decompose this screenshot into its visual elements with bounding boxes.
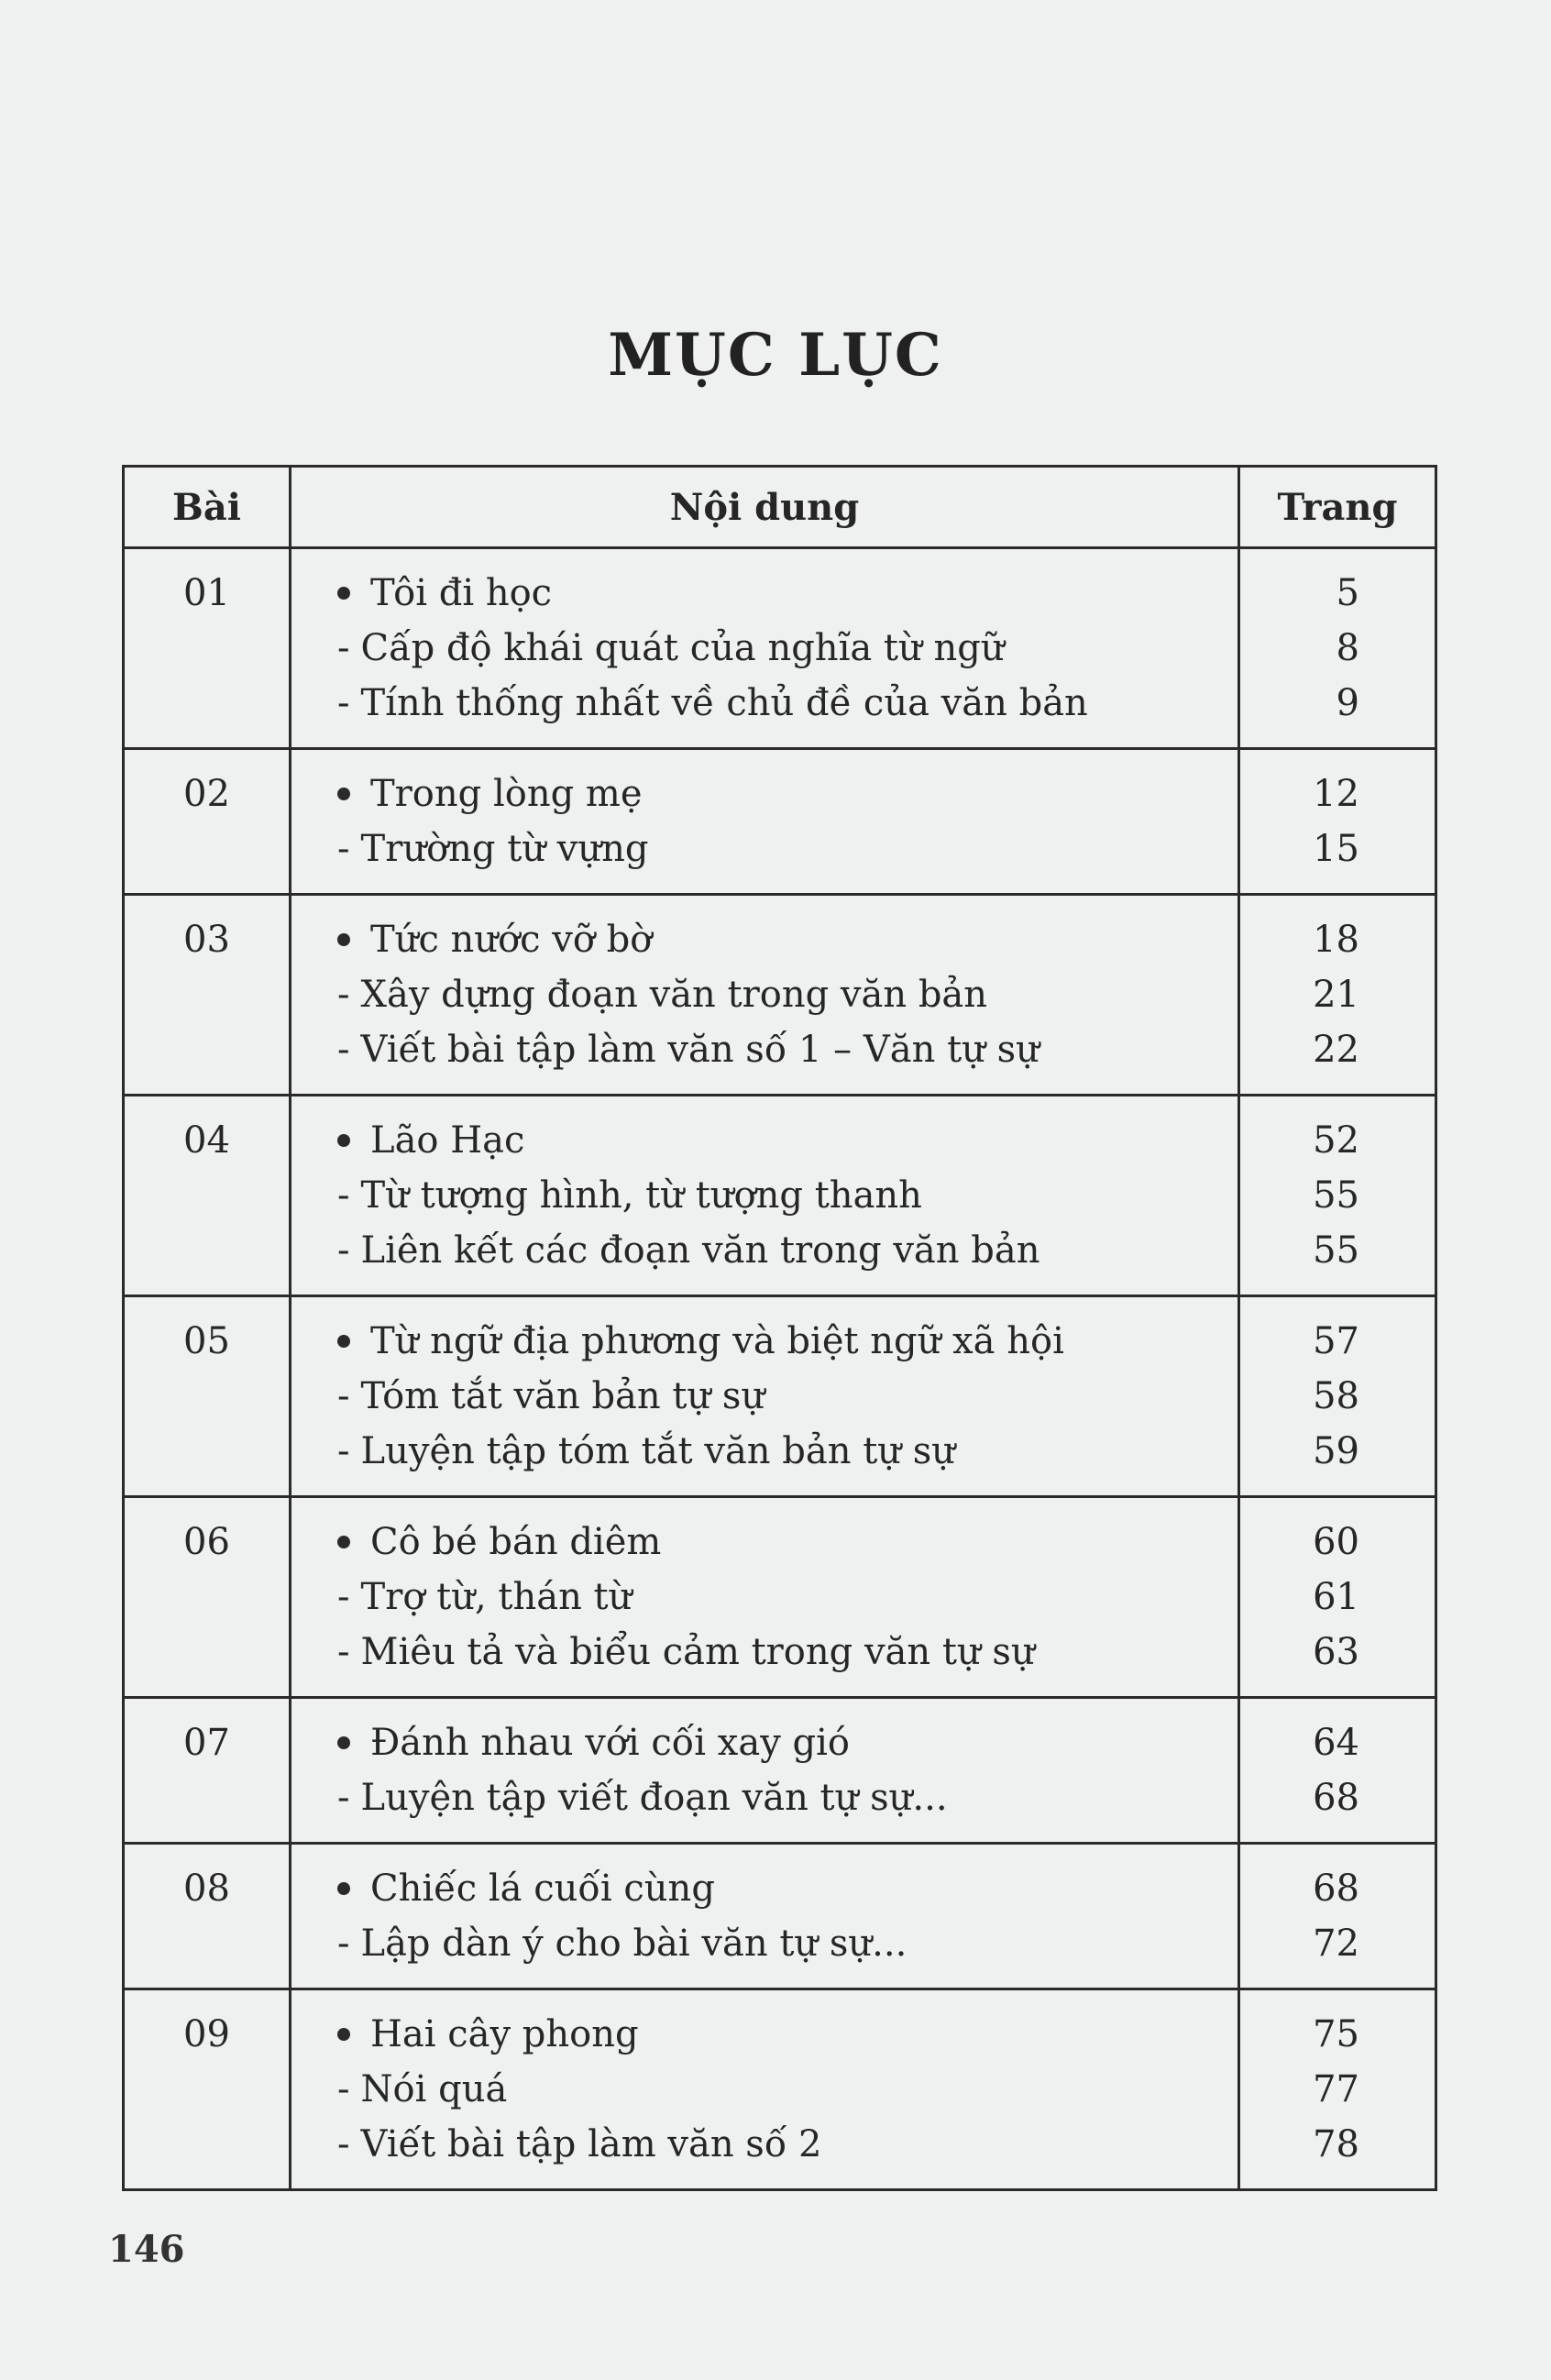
entry-page: 21 [1313, 974, 1359, 1016]
lesson-content [291, 895, 1239, 1096]
toc-entry [337, 1113, 1228, 1168]
dash-icon: - [337, 1229, 350, 1272]
entry-page: 58 [1313, 1375, 1359, 1417]
lesson-content [291, 1296, 1239, 1497]
bullet-icon [337, 1736, 350, 1749]
bullet-icon [337, 1882, 350, 1895]
entry-title: Hai cây phong [370, 2013, 639, 2055]
entry-title: Tính thống nhất về chủ đề của văn bản [360, 682, 1088, 724]
table-header-row [124, 467, 1436, 548]
entry-page: 60 [1313, 1521, 1359, 1563]
toc-entry [337, 1168, 1228, 1223]
entry-page: 63 [1313, 1631, 1359, 1673]
bullet-icon [337, 587, 350, 600]
lesson-pages [1239, 749, 1436, 895]
table-row [124, 749, 1436, 895]
dash-icon: - [337, 2123, 350, 2165]
lesson-number: 03 [124, 895, 291, 1096]
dash-icon: - [337, 1631, 350, 1673]
entry-page: 15 [1313, 828, 1359, 870]
lesson-number: 09 [124, 1989, 291, 2190]
dash-icon: - [337, 828, 350, 870]
entry-title: Từ ngữ địa phương và biệt ngữ xã hội [370, 1320, 1064, 1362]
lesson-number: 04 [124, 1096, 291, 1296]
entry-page: 72 [1313, 1923, 1359, 1965]
lesson-number: 08 [124, 1844, 291, 1989]
toc-entry [337, 2007, 1228, 2062]
dash-icon: - [337, 682, 350, 724]
table-row [124, 1844, 1436, 1989]
lesson-content [291, 749, 1239, 895]
lesson-pages [1239, 1096, 1436, 1296]
toc-entry [337, 621, 1228, 676]
entry-title: Lập dàn ý cho bài văn tự sự... [360, 1923, 908, 1965]
entry-page: 5 [1336, 572, 1359, 614]
entry-page: 8 [1336, 627, 1359, 669]
toc-entry [337, 1314, 1228, 1369]
dash-icon: - [337, 1029, 350, 1071]
entry-page: 12 [1313, 773, 1359, 815]
entry-title: Miêu tả và biểu cảm trong văn tự sự [360, 1631, 1035, 1673]
entry-title: Lão Hạc [370, 1119, 525, 1162]
toc-entry [337, 2062, 1228, 2117]
page-number: 146 [108, 2228, 185, 2271]
toc-entry [337, 1715, 1228, 1770]
lesson-pages [1239, 1844, 1436, 1989]
table-of-contents [122, 465, 1437, 2191]
entry-page: 68 [1313, 1777, 1359, 1819]
dash-icon: - [337, 627, 350, 669]
lesson-number: 01 [124, 548, 291, 749]
bullet-icon [337, 788, 350, 800]
lesson-number: 02 [124, 749, 291, 895]
entry-title: Luyện tập tóm tắt văn bản tự sự [360, 1430, 956, 1472]
header-page: Trang [1239, 467, 1436, 548]
toc-entry [337, 566, 1228, 621]
entry-title: Trong lòng mẹ [370, 773, 643, 815]
lesson-pages [1239, 548, 1436, 749]
entry-page: 77 [1313, 2068, 1359, 2110]
dash-icon: - [337, 1576, 350, 1618]
toc-entry [337, 1625, 1228, 1680]
entry-page: 18 [1313, 919, 1359, 961]
toc-entry [337, 1424, 1228, 1479]
lesson-pages [1239, 1497, 1436, 1698]
lesson-pages [1239, 1296, 1436, 1497]
toc-entry [337, 1570, 1228, 1625]
toc-entry [337, 1369, 1228, 1424]
entry-title: Chiếc lá cuối cùng [370, 1868, 715, 1910]
bullet-icon [337, 933, 350, 946]
bullet-icon [337, 1536, 350, 1548]
entry-page: 78 [1313, 2123, 1359, 2165]
bullet-icon [337, 1134, 350, 1147]
toc-entry [337, 2117, 1228, 2172]
lesson-content [291, 1698, 1239, 1844]
lesson-content [291, 1844, 1239, 1989]
entry-page: 22 [1313, 1029, 1359, 1071]
lesson-content [291, 1989, 1239, 2190]
entry-page: 64 [1313, 1722, 1359, 1764]
table-body [124, 548, 1436, 2190]
table-row [124, 1989, 1436, 2190]
table-row [124, 895, 1436, 1096]
header-content: Nội dung [291, 467, 1239, 548]
toc-entry [337, 766, 1228, 821]
page-title: MỤC LỤC [608, 321, 943, 390]
lesson-number: 05 [124, 1296, 291, 1497]
toc-entry [337, 676, 1228, 731]
entry-title: Cô bé bán diêm [370, 1521, 662, 1563]
entry-page: 68 [1313, 1868, 1359, 1910]
entry-title: Cấp độ khái quát của nghĩa từ ngữ [360, 627, 1005, 669]
entry-title: Viết bài tập làm văn số 1 – Văn tự sự [360, 1029, 1040, 1071]
toc-entry [337, 1515, 1228, 1570]
bullet-icon [337, 2028, 350, 2041]
entry-title: Viết bài tập làm văn số 2 [360, 2123, 822, 2165]
lesson-pages [1239, 895, 1436, 1096]
toc-entry [337, 912, 1228, 967]
toc-entry [337, 967, 1228, 1022]
lesson-number: 07 [124, 1698, 291, 1844]
dash-icon: - [337, 1375, 350, 1417]
entry-title: Tức nước vỡ bờ [370, 919, 653, 961]
entry-page: 55 [1313, 1174, 1359, 1217]
toc-entry [337, 1022, 1228, 1077]
lesson-content [291, 1096, 1239, 1296]
lesson-number: 06 [124, 1497, 291, 1698]
dash-icon: - [337, 2068, 350, 2110]
lesson-pages [1239, 1989, 1436, 2190]
entry-page: 75 [1313, 2013, 1359, 2055]
entry-title: Luyện tập viết đoạn văn tự sự... [360, 1777, 948, 1819]
lesson-content [291, 548, 1239, 749]
entry-title: Tóm tắt văn bản tự sự [360, 1375, 765, 1417]
table-row [124, 1497, 1436, 1698]
entry-title: Đánh nhau với cối xay gió [370, 1722, 850, 1764]
dash-icon: - [337, 1923, 350, 1965]
entry-title: Tôi đi học [370, 572, 553, 614]
lesson-content [291, 1497, 1239, 1698]
entry-title: Xây dựng đoạn văn trong văn bản [360, 974, 988, 1016]
table-row [124, 1698, 1436, 1844]
entry-page: 61 [1313, 1576, 1359, 1618]
entry-title: Từ tượng hình, từ tượng thanh [360, 1174, 922, 1217]
entry-title: Liên kết các đoạn văn trong văn bản [360, 1229, 1040, 1272]
bullet-icon [337, 1335, 350, 1348]
table-row [124, 548, 1436, 749]
entry-page: 57 [1313, 1320, 1359, 1362]
toc-entry [337, 821, 1228, 876]
toc-entry [337, 1770, 1228, 1825]
lesson-pages [1239, 1698, 1436, 1844]
table-row [124, 1096, 1436, 1296]
dash-icon: - [337, 1174, 350, 1217]
entry-page: 59 [1313, 1430, 1359, 1472]
entry-page: 52 [1313, 1119, 1359, 1162]
entry-page: 55 [1313, 1229, 1359, 1272]
header-bai: Bài [124, 467, 291, 548]
entry-title: Nói quá [360, 2068, 508, 2110]
toc-entry [337, 1861, 1228, 1916]
entry-title: Trường từ vựng [360, 828, 649, 870]
toc-entry [337, 1916, 1228, 1971]
table-row [124, 1296, 1436, 1497]
dash-icon: - [337, 974, 350, 1016]
dash-icon: - [337, 1430, 350, 1472]
dash-icon: - [337, 1777, 350, 1819]
entry-page: 9 [1336, 682, 1359, 724]
toc-entry [337, 1223, 1228, 1278]
entry-title: Trợ từ, thán từ [360, 1576, 632, 1618]
